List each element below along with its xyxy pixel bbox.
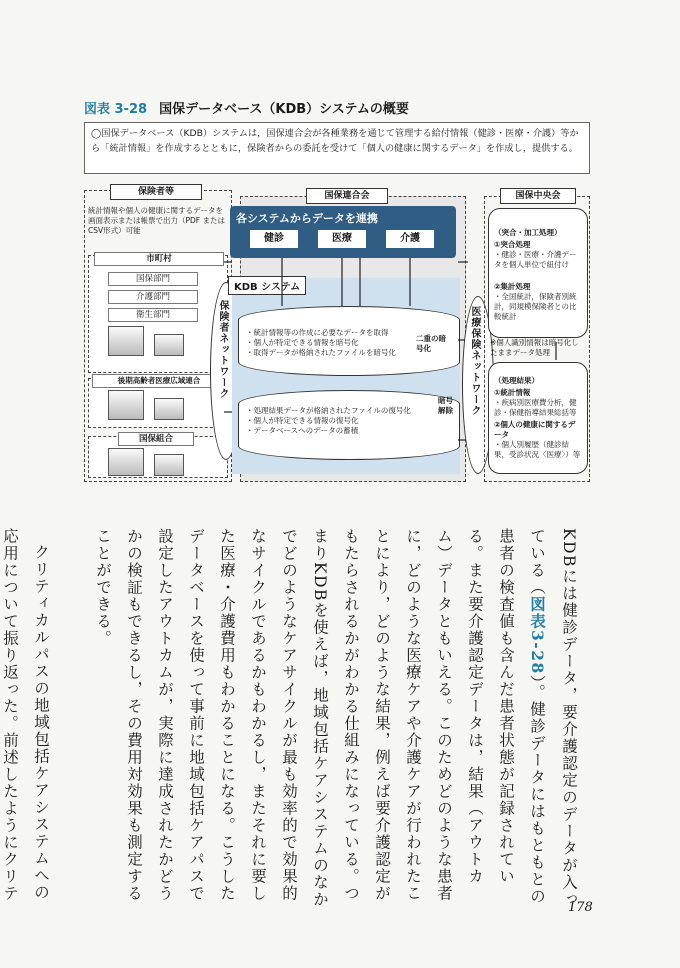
- insurers-header: 保険者等: [110, 184, 202, 200]
- kdb-system-label: KDB システム: [228, 276, 306, 295]
- printer-icon: [154, 398, 184, 420]
- source-iryo: 医療: [318, 230, 366, 248]
- body-paragraph: [0, 528, 56, 908]
- proc-title: （突合・加工処理）: [494, 228, 562, 237]
- insurers-desc: 統計情報や個人の健康に関するデータを画面表示または帳票で出力（PDF またはCSV形式）可能: [88, 206, 225, 235]
- upper-db-item: ・統計情報等の作成に必要なデータを取得: [246, 328, 389, 337]
- result-item: ②個人の健康に関するデータ: [494, 420, 576, 439]
- elderly-union-label: 後期高齢者医療広域連合: [92, 374, 226, 388]
- body-paragraph-part: KDBには健診データ，要介護認定のデータが入っている（: [528, 528, 578, 908]
- dept-eisei: 衛生部門: [108, 308, 198, 322]
- proc-item: ②集計処理: [494, 282, 531, 291]
- figure-reference: 図表3-28: [528, 596, 547, 675]
- encryption-note: ※個人識別情報は暗号化したままデータ処理: [490, 338, 579, 357]
- result-item: ・個人別履歴（健診結果，受診状況〈医療〉）等: [494, 440, 581, 459]
- page-number: 178: [568, 900, 593, 915]
- upper-db-item: ・個人が特定できる情報を暗号化: [246, 338, 359, 347]
- central-header: 国保中央会: [500, 188, 576, 204]
- result-title: （処理結果）: [494, 376, 539, 385]
- body-paragraph-part: クリティカルパスの地域包括ケアシステムへの応用について振り返った。前述したようにクリテ: [1, 528, 50, 902]
- dept-kokuho: 国保部門: [108, 272, 198, 286]
- computer-icon: [108, 326, 144, 356]
- figure-caption: ◯国保データベース（KDB）システムは，国保連合会が各種業務を通じて管理する給付情報（健診・医療・介護）等から「統計情報」を作成するとともに，保険者からの委託を受けて「個人の健康に関するデータ」を作成し，提供する。: [84, 122, 590, 174]
- body-text: [0, 528, 584, 908]
- lower-db-item: ・データベースへのデータの蓄積: [246, 426, 359, 435]
- medical-network-label: 医療保険ネットワーク: [469, 306, 480, 416]
- dept-kaigo: 介護部門: [108, 290, 198, 304]
- figure-title-text: 国保データベース（KDB）システムの概要: [159, 102, 409, 117]
- computer-icon: [108, 448, 144, 476]
- linkage-title: 各システムからデータを連携: [236, 212, 378, 225]
- insurer-network-label: 保険者ネットワーク: [217, 300, 228, 399]
- decryption-note: 暗号解除: [438, 396, 453, 415]
- body-paragraph-part: ）。健診データにはもともとの患者の検査値も含んだ患者状態が記録されている。また要介護認定データは，結果（アウトカム）データともいえる。このためどのような患者に，どのような医療ケアや介護ケアが行われたことにより，どのような結果，例えば要介護認定がもたらされるかがわかる仕組みになっている。つまりKDBを使えば，地域包括ケアシステムのなかでどのようなケアサイクルが最も効率的で効果的なサイクルであるかもわかるし，またそれに要した医療・介護費用もわかることになる。こうしたデータベースを使って事前に地域包括ケアパスで設定したアウトカムが，実際に達成されたかどうかの検証もできるし，その費用対効果も測定することができる。: [94, 528, 546, 908]
- body-paragraph: [87, 528, 584, 908]
- result-item: ①統計情報: [494, 388, 531, 397]
- kokuho-union-label: 国保組合: [118, 432, 194, 446]
- municipality-label: 市町村: [94, 252, 224, 266]
- lower-db-item: ・個人が特定できる情報の復号化: [246, 416, 359, 425]
- double-encryption-note: 二重の暗号化: [416, 334, 446, 353]
- proc-item: ①突合処理: [494, 240, 531, 249]
- computer-icon: [108, 390, 144, 420]
- source-kenshin: 健診: [250, 230, 298, 248]
- lower-db-item: ・処理結果データが格納されたファイルの復号化: [246, 406, 411, 415]
- figure-number: 図表 3-28: [84, 102, 148, 117]
- printer-icon: [154, 334, 184, 356]
- result-item: ・疾病別医療費分析，健診・保健指導結果総括等: [494, 398, 577, 417]
- upper-db-item: ・取得データが格納されたファイルを暗号化: [246, 348, 396, 357]
- source-kaigo: 介護: [386, 230, 434, 248]
- proc-item: ・全国統計，保険者別統計，同規模保険者との比較統計: [494, 292, 577, 321]
- figure-title: [84, 98, 409, 117]
- federation-header: 国保連合会: [306, 188, 388, 204]
- printer-icon: [154, 454, 184, 476]
- proc-item: ・健診・医療・介護データを個人単位で紐付け: [494, 250, 577, 269]
